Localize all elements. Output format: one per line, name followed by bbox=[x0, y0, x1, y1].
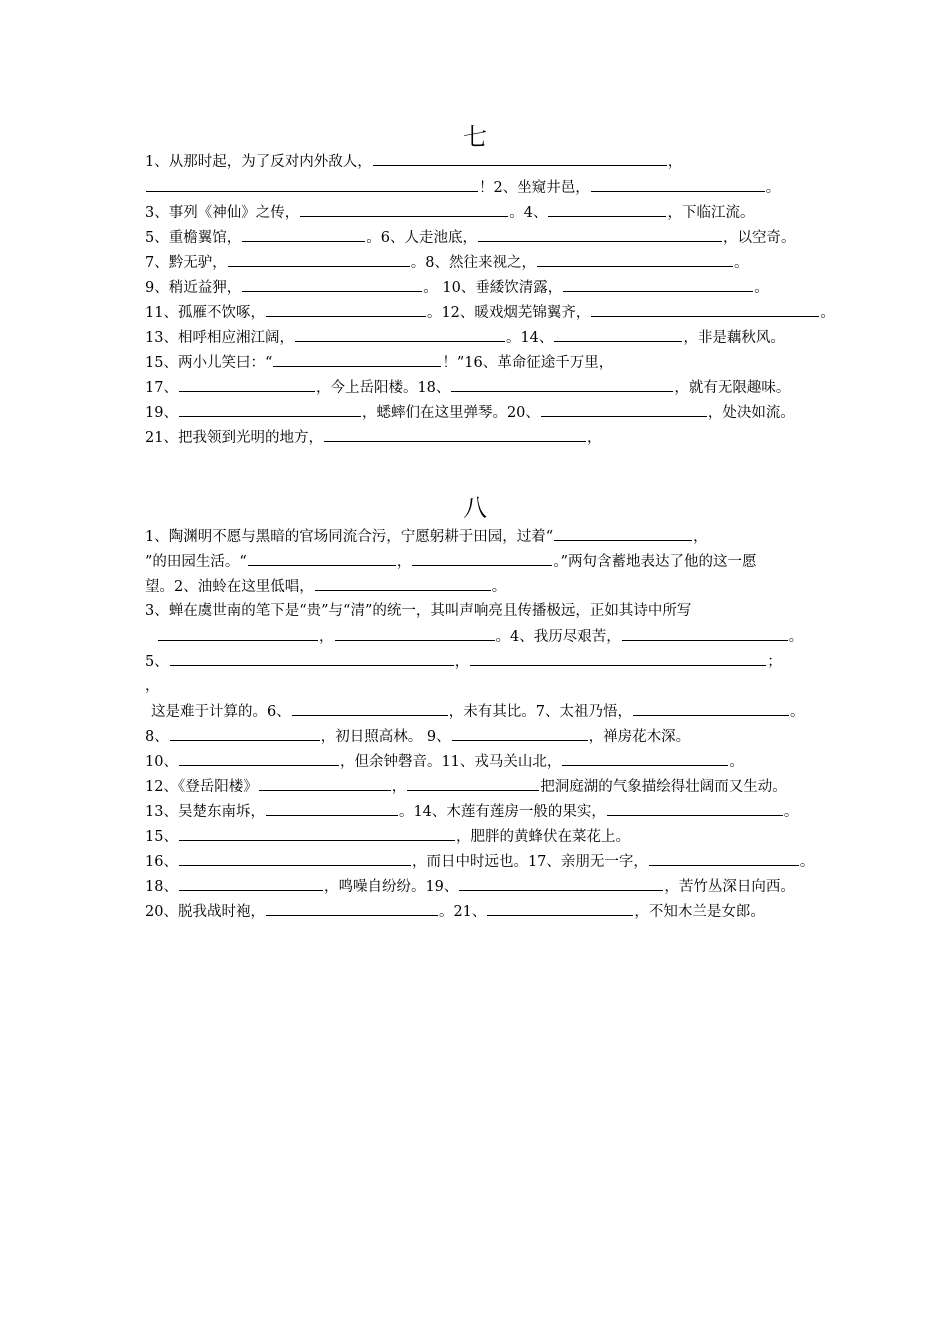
question-line: 望。2、油蛉在这里低唱， 。 bbox=[145, 575, 825, 598]
answer-blank[interactable] bbox=[179, 376, 315, 392]
answer-blank[interactable] bbox=[228, 251, 410, 267]
question-line: 13、吴楚东南坼， 。14、木莲有莲房一般的果实， 。 bbox=[145, 800, 825, 823]
question-line: 12、《登岳阳楼》 ， 把洞庭湖的气象描绘得壮阔而又生动。 bbox=[145, 775, 825, 798]
question-line: 18、 ，鸣噪自纷纷。19、 ，苦竹丛深日向西。 bbox=[145, 875, 825, 898]
question-line: 1、从那时起，为了反对内外敌人， ， bbox=[145, 150, 825, 173]
question-line: 16、 ，而日中时远也。17、亲朋无一字， 。 bbox=[145, 850, 825, 873]
answer-blank[interactable] bbox=[478, 226, 722, 242]
answer-blank[interactable] bbox=[407, 775, 539, 791]
answer-blank[interactable] bbox=[259, 775, 391, 791]
answer-blank[interactable] bbox=[622, 625, 788, 641]
answer-blank[interactable] bbox=[554, 326, 682, 342]
question-line: 17、 ，今上岳阳楼。18、 ，就有无限趣味。 bbox=[145, 376, 825, 399]
answer-blank[interactable] bbox=[335, 625, 495, 641]
answer-blank[interactable] bbox=[179, 401, 361, 417]
answer-blank[interactable] bbox=[242, 276, 422, 292]
question-line: 3、事列《神仙》之传， 。4、 ，下临江流。 bbox=[145, 201, 825, 224]
answer-blank[interactable] bbox=[451, 376, 673, 392]
answer-blank[interactable] bbox=[266, 900, 438, 916]
question-line: 1、陶渊明不愿与黑暗的官场同流合污，宁愿躬耕于田园，过着“ ， bbox=[145, 525, 825, 548]
answer-blank[interactable] bbox=[315, 575, 491, 591]
question-line: ”的田园生活。“ ， 。”两句含蓄地表达了他的这一愿 bbox=[145, 550, 825, 573]
answer-blank[interactable] bbox=[591, 301, 819, 317]
question-line: ， 。4、我历尽艰苦， 。 bbox=[145, 625, 825, 648]
answer-blank[interactable] bbox=[412, 550, 552, 566]
answer-blank[interactable] bbox=[649, 850, 799, 866]
question-line: 21、把我领到光明的地方， ， bbox=[145, 426, 825, 449]
answer-blank[interactable] bbox=[242, 226, 365, 242]
question-line: 15、两小儿笑曰：“ ！”16、革命征途千万里， bbox=[145, 351, 825, 374]
answer-blank[interactable] bbox=[548, 201, 666, 217]
question-line: 19、 ，蟋蟀们在这里弹琴。20、 ，处决如流。 bbox=[145, 401, 825, 424]
answer-blank[interactable] bbox=[158, 625, 318, 641]
answer-blank[interactable] bbox=[607, 800, 783, 816]
answer-blank[interactable] bbox=[554, 525, 692, 541]
answer-blank[interactable] bbox=[487, 900, 633, 916]
question-line: 10、 ，但余钟磬音。11、戎马关山北， 。 bbox=[145, 750, 825, 773]
question-line: 15、 ，肥胖的黄蜂伏在菜花上。 bbox=[145, 825, 825, 848]
answer-blank[interactable] bbox=[179, 850, 411, 866]
answer-blank[interactable] bbox=[633, 700, 789, 716]
answer-blank[interactable] bbox=[537, 251, 733, 267]
answer-blank[interactable] bbox=[179, 875, 323, 891]
answer-blank[interactable] bbox=[459, 875, 663, 891]
question-line: 5、 ， ； bbox=[145, 650, 825, 673]
section-title-7: 七 bbox=[463, 123, 487, 151]
answer-blank[interactable] bbox=[146, 176, 478, 192]
answer-blank[interactable] bbox=[170, 725, 320, 741]
question-line: 这是难于计算的。6、 ，未有其比。7、太祖乃悟， 。 bbox=[145, 700, 825, 723]
question-line: 9、稍近益狎， 。 10、垂緌饮清露， 。 bbox=[145, 276, 825, 299]
answer-blank[interactable] bbox=[266, 800, 398, 816]
answer-blank[interactable] bbox=[266, 301, 426, 317]
answer-blank[interactable] bbox=[300, 201, 508, 217]
answer-blank[interactable] bbox=[373, 150, 667, 166]
answer-blank[interactable] bbox=[324, 426, 586, 442]
answer-blank[interactable] bbox=[292, 700, 448, 716]
question-line: ！2、坐窥井邑， 。 bbox=[145, 176, 825, 199]
answer-blank[interactable] bbox=[563, 276, 753, 292]
answer-blank[interactable] bbox=[273, 351, 441, 367]
question-line: ， bbox=[145, 678, 160, 694]
answer-blank[interactable] bbox=[470, 650, 766, 666]
question-line: 7、黔无驴， 。8、然往来视之， 。 bbox=[145, 251, 825, 274]
question-line: 5、重檐翼馆， 。6、人走池底， ，以空奇。 bbox=[145, 226, 825, 249]
answer-blank[interactable] bbox=[170, 650, 454, 666]
answer-blank[interactable] bbox=[248, 550, 396, 566]
question-line: 20、脱我战时袍， 。21、 ，不知木兰是女郎。 bbox=[145, 900, 825, 923]
answer-blank[interactable] bbox=[591, 176, 765, 192]
answer-blank[interactable] bbox=[452, 725, 588, 741]
answer-blank[interactable] bbox=[562, 750, 728, 766]
question-line: 13、相呼相应湘江阔， 。14、 ，非是藕秋风。 bbox=[145, 326, 825, 349]
section-title-8: 八 bbox=[463, 494, 487, 522]
answer-blank[interactable] bbox=[541, 401, 707, 417]
question-line: 8、 ，初日照高林。 9、 ，禅房花木深。 bbox=[145, 725, 825, 748]
answer-blank[interactable] bbox=[295, 326, 505, 342]
question-line: 3、蝉在虞世南的笔下是“贵”与“清”的统一，其叫声响亮且传播极远，正如其诗中所写 bbox=[145, 603, 692, 619]
answer-blank[interactable] bbox=[179, 750, 339, 766]
answer-blank[interactable] bbox=[179, 825, 455, 841]
question-line: 11、孤雁不饮啄， 。12、暖戏烟芜锦翼齐， 。 bbox=[145, 301, 825, 324]
